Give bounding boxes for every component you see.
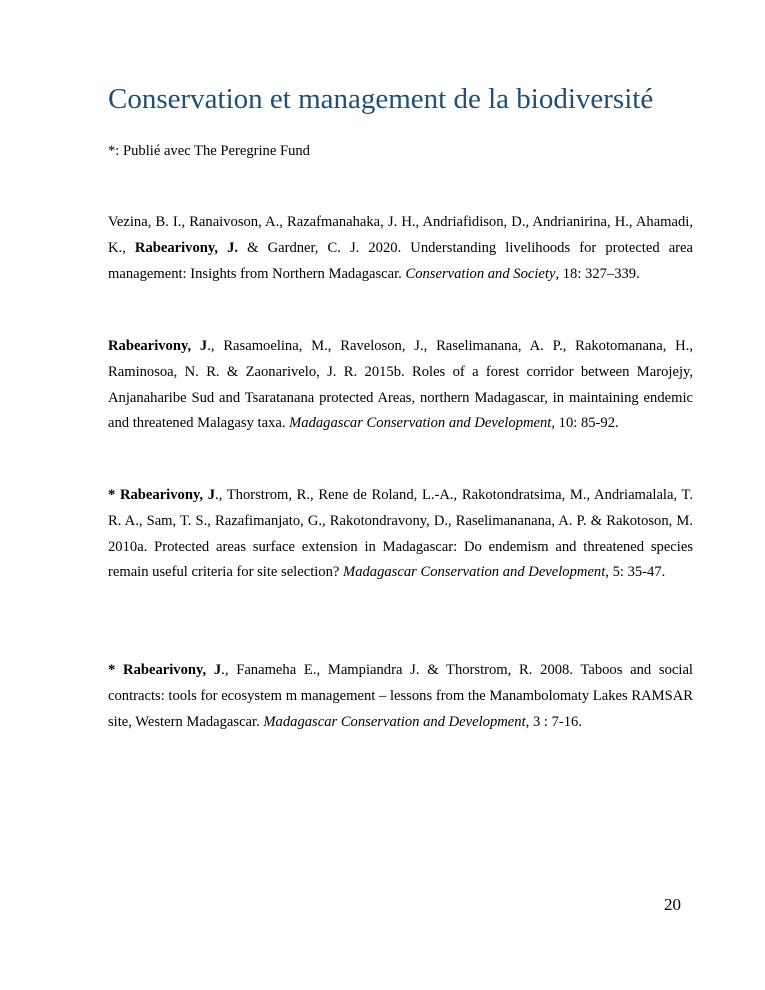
reference-journal: Conservation and Society (405, 265, 556, 282)
reference-journal: Madagascar Conservation and Development (263, 713, 526, 730)
reference-entry (108, 210, 693, 287)
reference-authors-after: ., Fanameha E., Mampiandra J. & Thorstrom, R. 2008. Taboos and social contracts: tools for ecosystem m management – lessons from the Manambolomaty Lakes RAMSAR site, Western Madagascar. (108, 662, 693, 730)
reference-tail: , 5: 35-47. (605, 564, 666, 581)
reference-prefix: * (108, 662, 124, 678)
reference-prefix: * (108, 487, 120, 503)
reference-authors-after: & Gardner, C. J. 2020. Understanding livelihoods for protected area management: Insights from Northern Madagascar. (108, 239, 693, 282)
reference-bold-author: Rabearivony, J (108, 338, 208, 354)
section-heading: Conservation et management de la biodiversité (108, 83, 654, 115)
reference-entry (108, 483, 693, 586)
reference-journal: Madagascar Conservation and Development (343, 564, 606, 581)
reference-authors-after: ., Rasamoelina, M., Raveloson, J., Raselimanana, A. P., Rakotomanana, H., Raminosoa, N. R. & Zaonarivelo, J. R. 2015b. Roles of a forest corridor between Marojejy, Anjanaharibe Sud and Tsaratanana protected Areas, northern Madagascar, in maintaining endemic and threatened Malagasy taxa. (108, 338, 693, 432)
reference-journal: Madagascar Conservation and Development (289, 415, 552, 432)
reference-tail: , 3 : 7-16. (525, 713, 582, 730)
reference-entry (108, 334, 693, 437)
publication-note: *: Publié avec The Peregrine Fund (108, 143, 310, 159)
reference-entry (108, 658, 693, 735)
page-number: 20 (664, 895, 681, 914)
reference-bold-author: Rabearivony, J (119, 487, 216, 503)
reference-authors-before: Vezina, B. I., Ranaivoson, A., Razafmanahaka, J. H., Andriafidison, D., Andrianirina, H., Ahamadi, K., (108, 214, 693, 256)
reference-bold-author: Rabearivony, J (123, 662, 222, 678)
reference-tail: , 18: 327–339. (555, 265, 640, 282)
reference-authors-after: ., Thorstrom, R., Rene de Roland, L.-A., Rakotondratsima, M., Andriamalala, T. R. A., Sam, T. S., Razafimanjato, G., Rakotondravony, D., Raselimananana, A. P. & Rakotoson, M. 2010a. Protected areas surface extension in Madagascar: Do endemism and threatened species remain useful criteria for site selection? (108, 487, 693, 581)
reference-tail: , 10: 85-92. (551, 415, 619, 432)
reference-bold-author: Rabearivony, J. (134, 239, 239, 256)
